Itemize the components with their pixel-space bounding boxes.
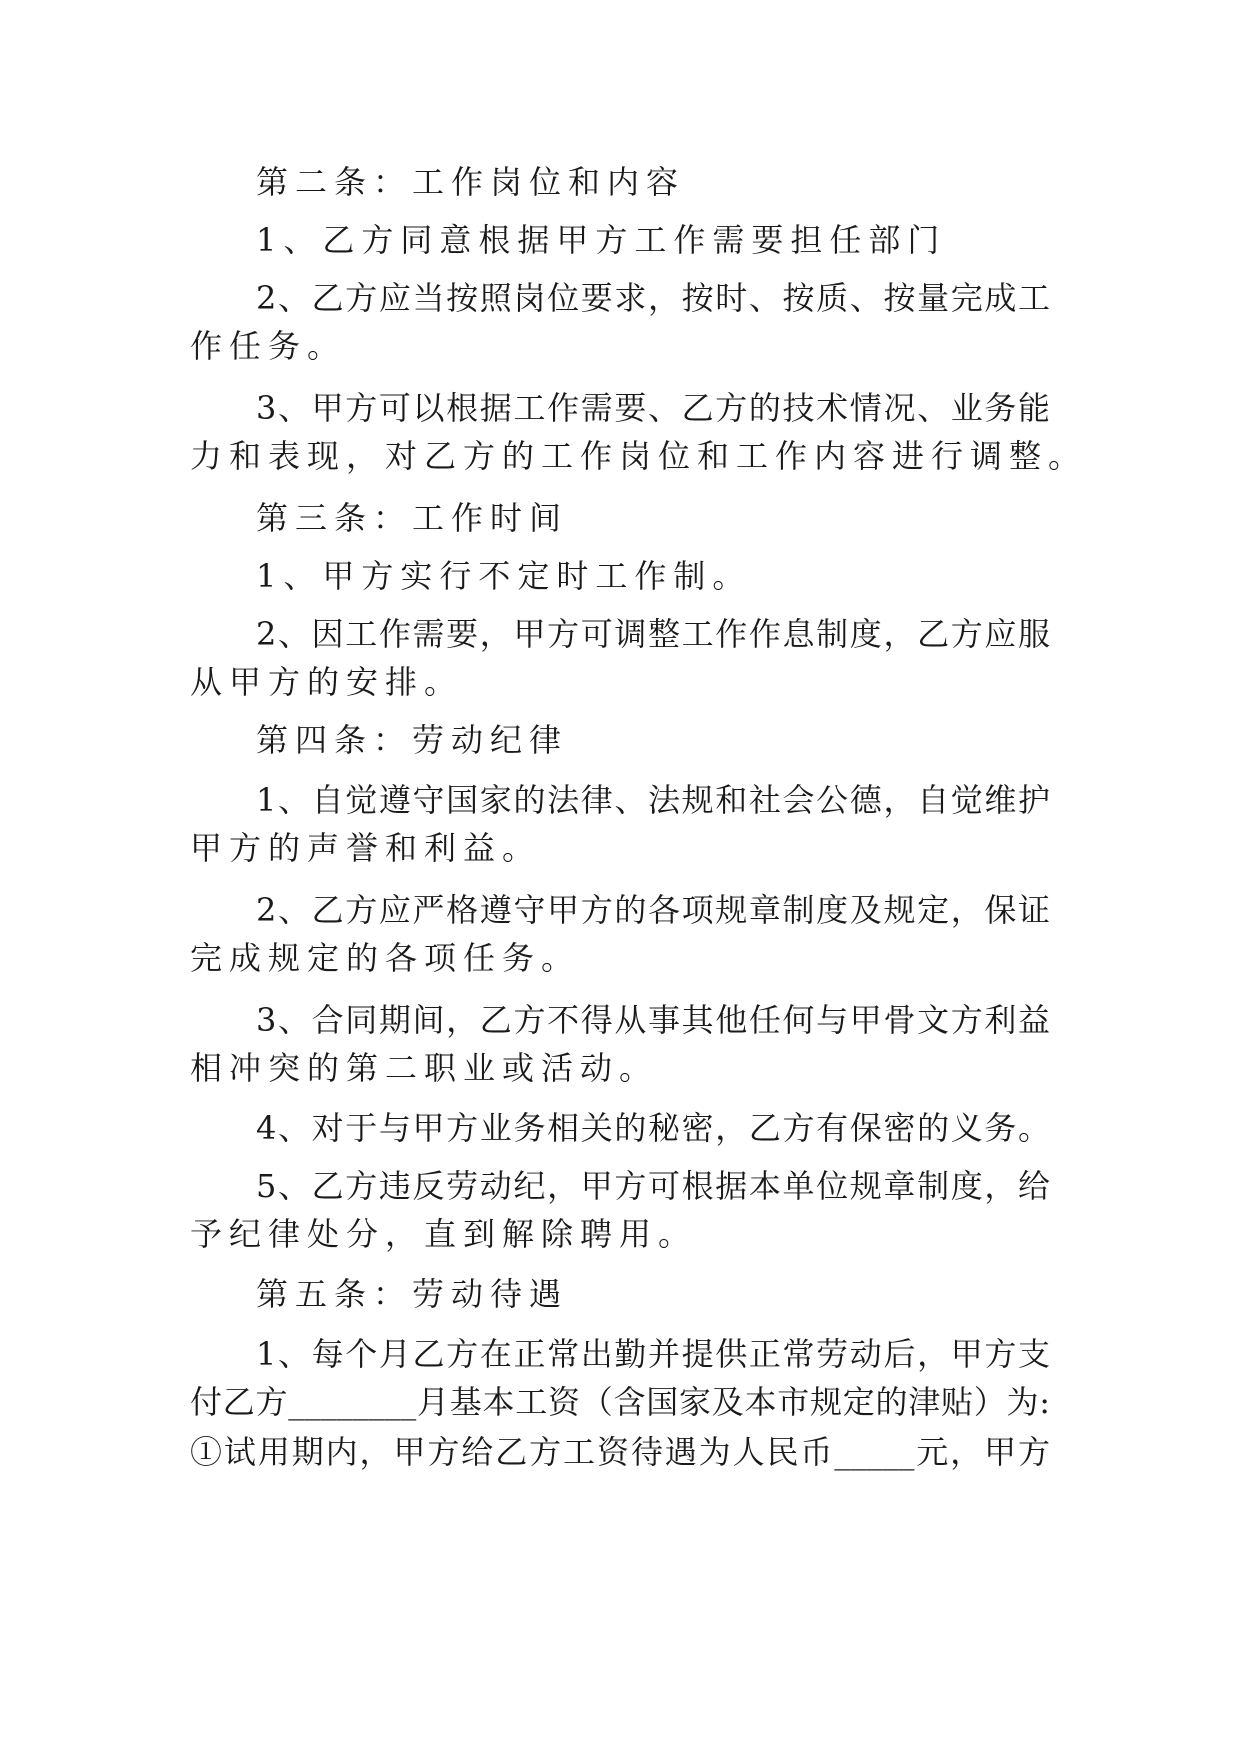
paragraph-line: 3、合同期间，乙方不得从事其他任何与甲骨文方利益 [256,1001,1050,1039]
paragraph-line: 2、因工作需要，甲方可调整工作作息制度，乙方应服 [256,615,1050,653]
paragraph-line: 1、乙方同意根据甲方工作需要担任部门 [256,221,947,259]
section-heading-5: 第五条：劳动待遇 [256,1275,569,1313]
section-heading-2: 第二条：工作岗位和内容 [256,163,686,201]
paragraph-line: 1、甲方实行不定时工作制。 [256,557,752,595]
paragraph-line: ①试用期内，甲方给乙方工资待遇为人民币_____元，甲方 [190,1433,1050,1471]
paragraph-line: 力和表现，对乙方的工作岗位和工作内容进行调整。 [190,437,1088,475]
paragraph-line: 予纪律处分，直到解除聘用。 [190,1215,698,1253]
section-heading-4: 第四条：劳动纪律 [256,721,569,759]
paragraph-line: 1、每个月乙方在正常出勤并提供正常劳动后，甲方支 [256,1335,1050,1373]
paragraph-line: 完成规定的各项任务。 [190,939,581,977]
paragraph-line: 甲方的声誉和利益。 [190,829,542,867]
paragraph-line: 1、自觉遵守国家的法律、法规和社会公德，自觉维护 [256,781,1050,819]
paragraph-line: 付乙方________月基本工资（含国家及本市规定的津贴）为: [190,1383,1050,1421]
paragraph-line: 3、甲方可以根据工作需要、乙方的技术情况、业务能 [256,389,1050,427]
paragraph-line: 作任务。 [190,327,347,365]
paragraph-line: 2、乙方应当按照岗位要求，按时、按质、按量完成工 [256,279,1050,317]
paragraph-line: 2、乙方应严格遵守甲方的各项规章制度及规定，保证 [256,891,1050,929]
paragraph-line: 5、乙方违反劳动纪，甲方可根据本单位规章制度，给 [256,1167,1050,1205]
paragraph-line: 相冲突的第二职业或活动。 [190,1049,659,1087]
paragraph-line: 4、对于与甲方业务相关的秘密，乙方有保密的义务。 [256,1109,1050,1147]
section-heading-3: 第三条：工作时间 [256,499,569,537]
paragraph-line: 从甲方的安排。 [190,663,464,701]
